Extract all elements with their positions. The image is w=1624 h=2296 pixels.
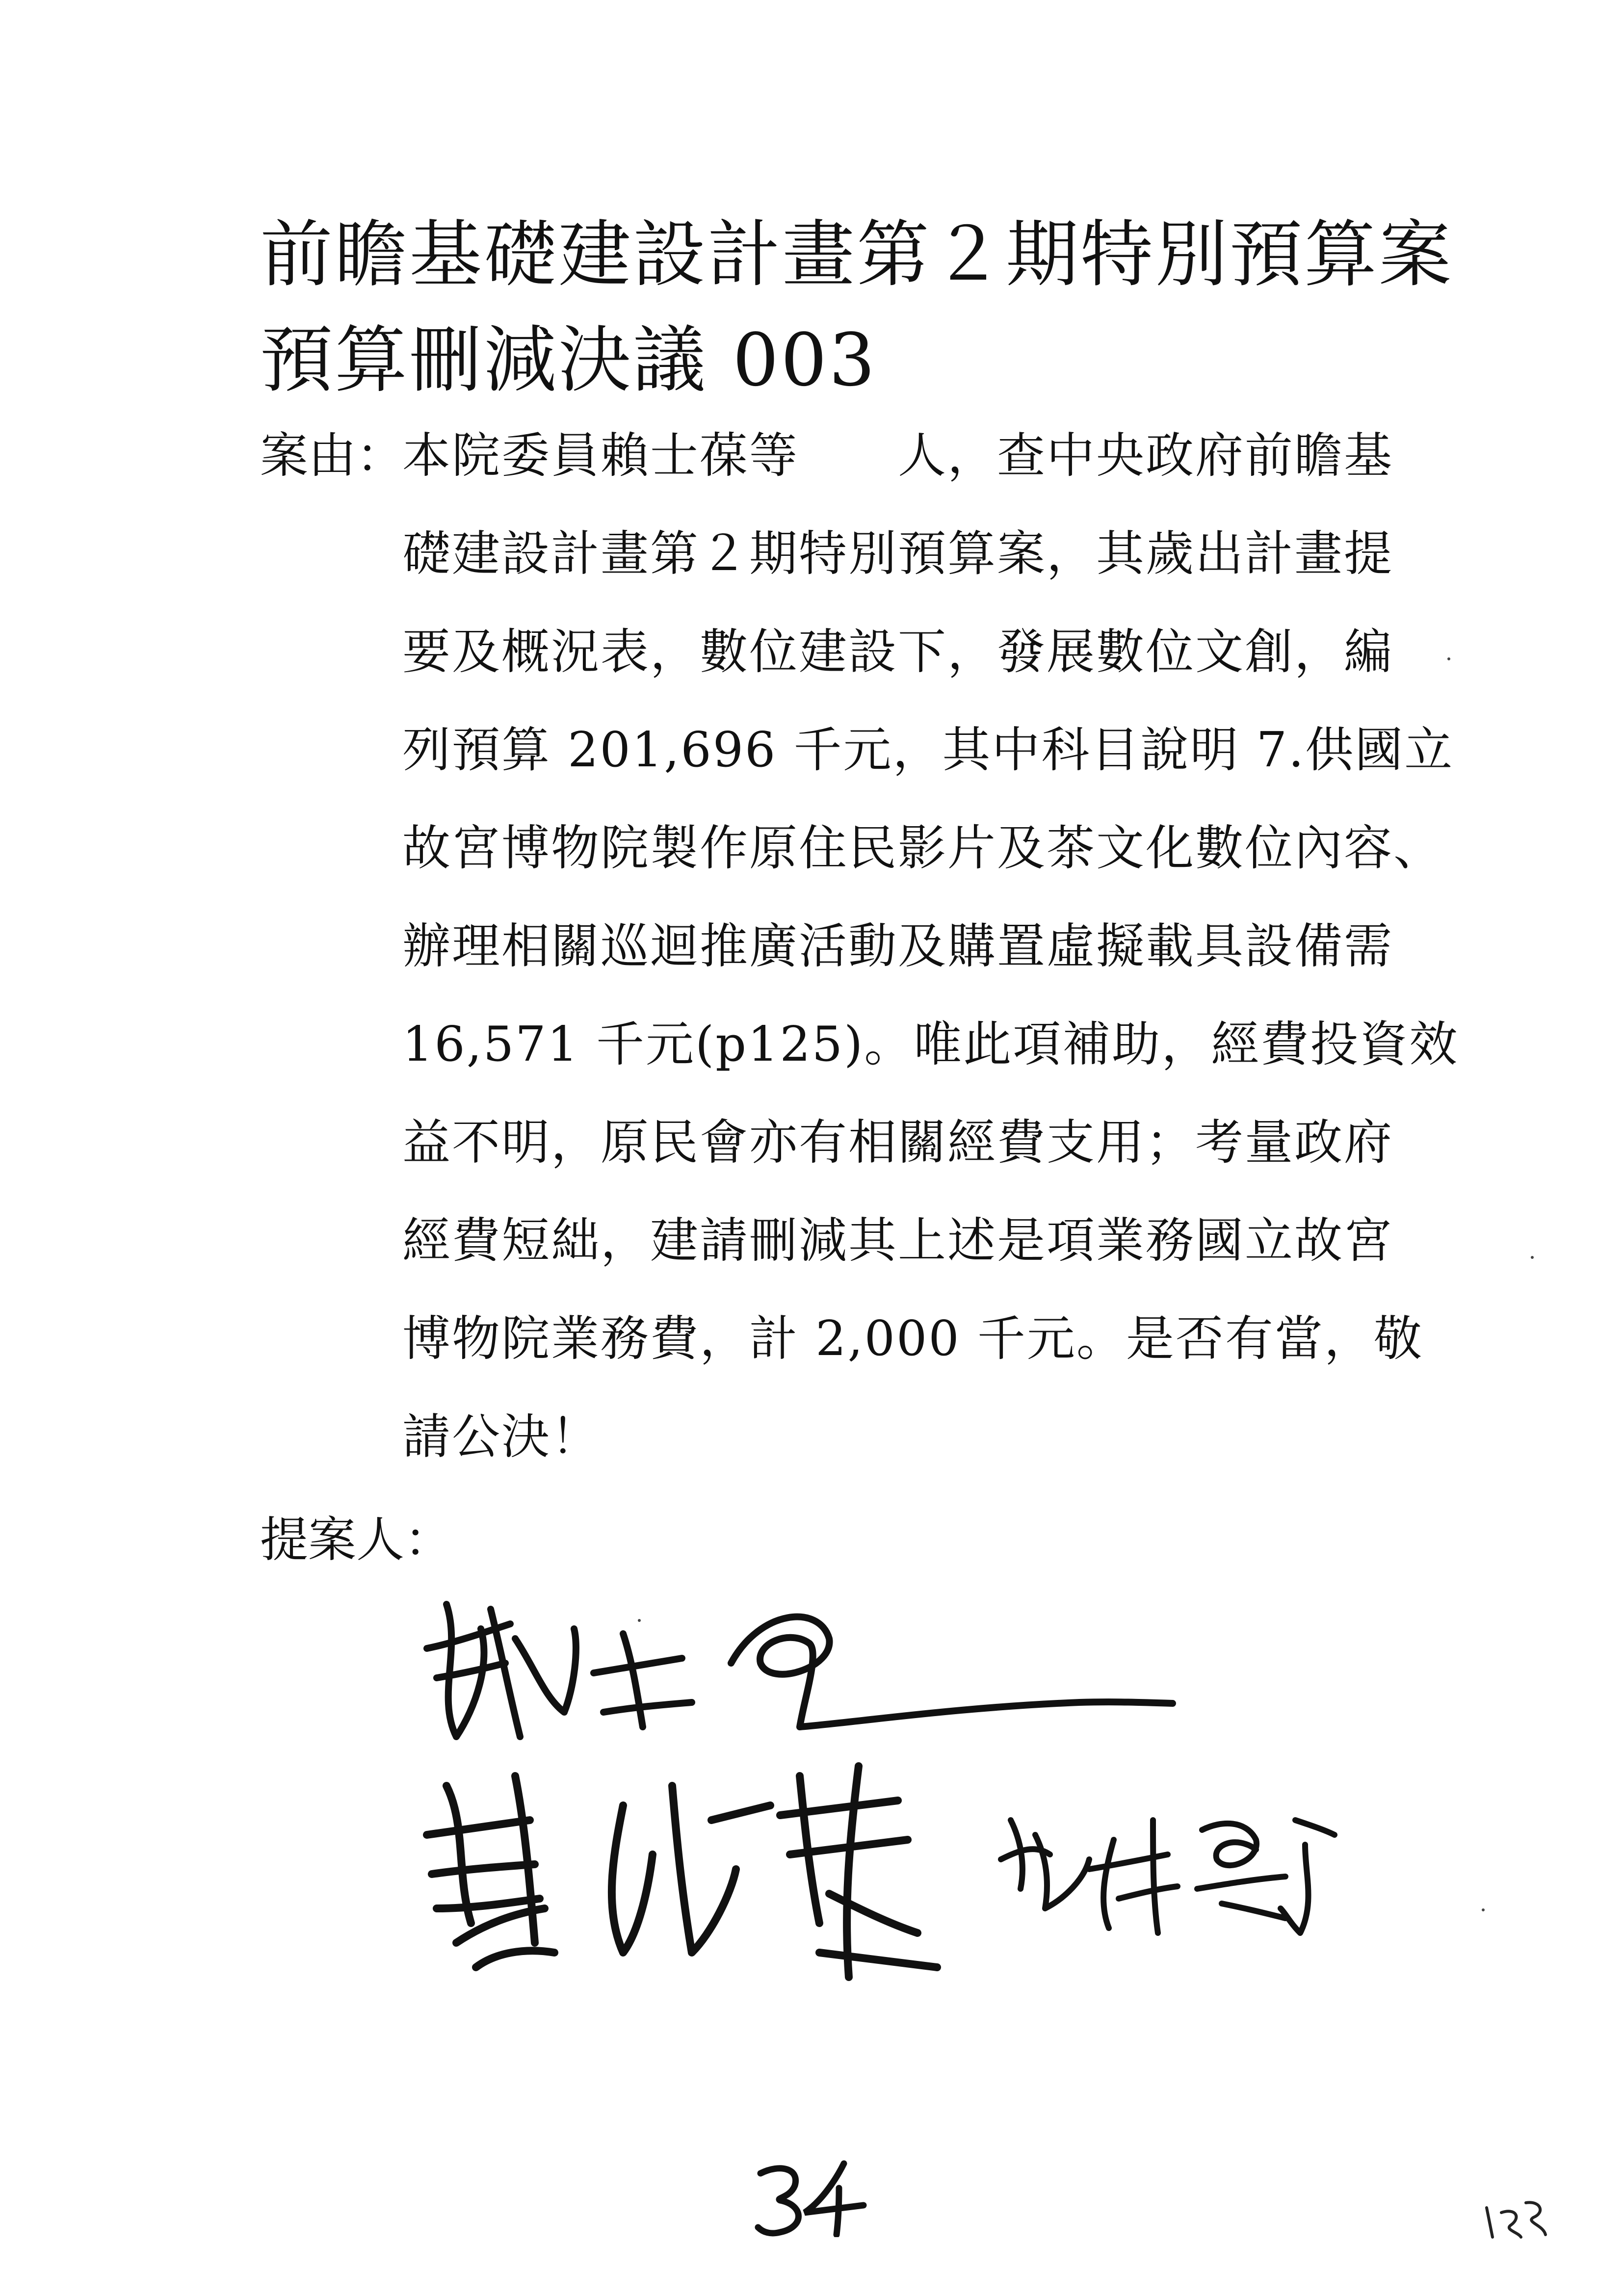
signature-1 xyxy=(417,1550,1192,1756)
case-body-line: 故宮博物院製作原住民影片及茶文化數位內容、 xyxy=(402,820,1443,876)
case-label: 案由： xyxy=(260,428,405,484)
case-body-line: 益不明，原民會亦有相關經費支用；考量政府 xyxy=(402,1115,1394,1171)
case-body-line: 要及概況表，數位建設下，發展數位文創，編 xyxy=(402,624,1394,680)
document-title-line-1: 前瞻基礎建設計畫第２期特別預算案 xyxy=(260,212,1453,297)
case-body-line: 本院委員賴士葆等 人，查中央政府前瞻基 xyxy=(402,428,1394,484)
document-title-line-2: 預算刪減決議 003 xyxy=(260,318,877,402)
proposer-label: 提案人： xyxy=(260,1512,453,1568)
case-body-line: 列預算 201,696 千元，其中科目說明 7.供國立 xyxy=(402,722,1454,778)
case-body-line: 經費短絀，建請刪減其上述是項業務國立故宮 xyxy=(402,1213,1394,1269)
case-body-line: 請公決！ xyxy=(402,1409,601,1465)
case-body-line: 辦理相關巡迴推廣活動及購置虛擬載具設備需 xyxy=(402,918,1394,974)
case-body-line: 礎建設計畫第２期特別預算案，其歲出計畫提 xyxy=(402,526,1394,582)
signature-2 xyxy=(417,1747,981,2002)
page-number xyxy=(751,2159,868,2237)
corner-mark xyxy=(1482,2188,1550,2242)
case-body-line: 博物院業務費，計 2,000 千元。是否有當，敬 xyxy=(402,1311,1423,1367)
scan-speck xyxy=(1531,1256,1534,1259)
scan-speck xyxy=(1482,1908,1485,1911)
scan-speck xyxy=(638,1619,641,1622)
scan-speck xyxy=(1447,657,1450,660)
signature-3 xyxy=(991,1791,1344,1938)
case-body-line: 16,571 千元(p125)。唯此項補助，經費投資效 xyxy=(402,1017,1459,1072)
